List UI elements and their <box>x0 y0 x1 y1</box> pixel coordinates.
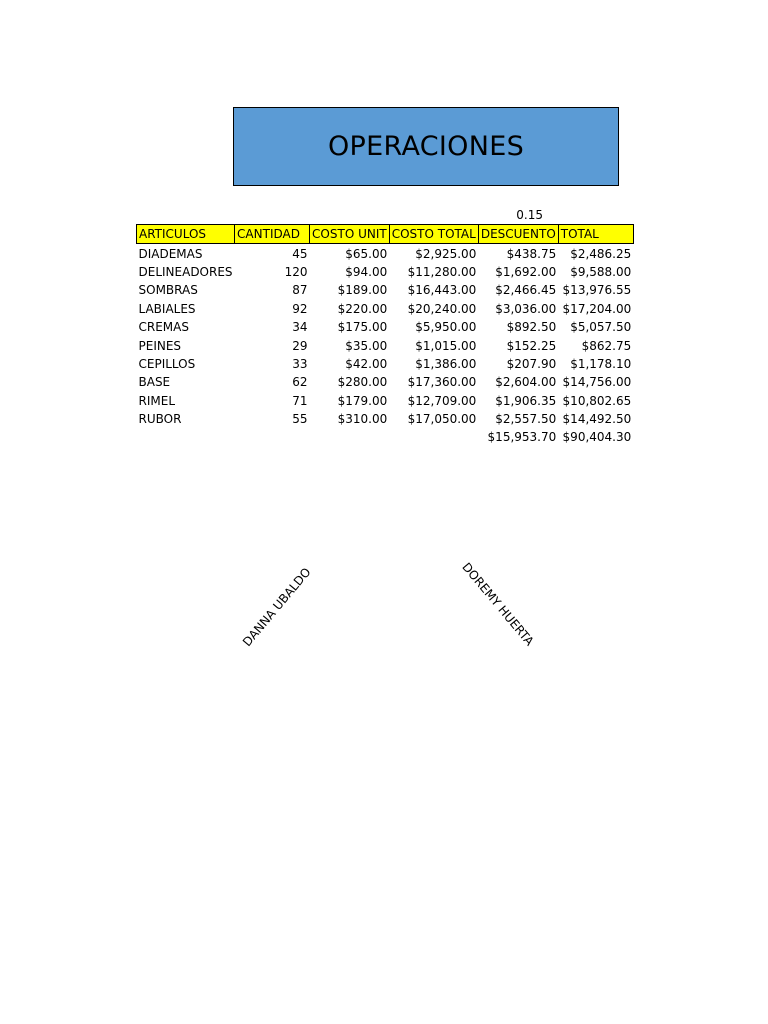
table-row <box>137 263 634 281</box>
cell-cantidad: 29 <box>292 338 308 353</box>
cell-descuento: $2,604.00 <box>495 375 557 390</box>
totals-cell-empty <box>235 428 310 446</box>
table-row <box>137 410 634 428</box>
cell-costo-total: $20,240.00 <box>407 301 477 316</box>
cell-cantidad: 34 <box>292 320 308 335</box>
cell-total: $9,588.00 <box>570 264 632 279</box>
cell-total: $17,204.00 <box>562 301 632 316</box>
table-row <box>137 336 634 354</box>
totals-row <box>137 428 634 446</box>
table-row <box>137 244 634 263</box>
header-costo-total: COSTO TOTAL <box>389 225 478 244</box>
cell-costo-total: $11,280.00 <box>407 264 477 279</box>
title-box <box>233 107 619 186</box>
cell-cantidad: 45 <box>292 246 308 261</box>
totals-cell-empty <box>310 428 390 446</box>
cell-costo-unit: $94.00 <box>345 264 388 279</box>
cell-articulo: CREMAS <box>138 320 189 335</box>
cell-costo-total: $1,015.00 <box>415 338 477 353</box>
table-row <box>137 281 634 299</box>
header-row <box>137 225 634 244</box>
cell-articulo: CEPILLOS <box>138 356 196 371</box>
cell-costo-total: $17,360.00 <box>407 375 477 390</box>
cell-descuento: $1,906.35 <box>495 393 557 408</box>
cell-descuento: $438.75 <box>506 246 557 261</box>
cell-articulo: RUBOR <box>138 412 182 427</box>
cell-costo-total: $12,709.00 <box>407 393 477 408</box>
cell-costo-total: $1,386.00 <box>415 356 477 371</box>
cell-articulo: PEINES <box>138 338 182 353</box>
total-descuento: $15,953.70 <box>487 430 557 445</box>
cell-descuento: $3,036.00 <box>495 301 557 316</box>
cell-costo-unit: $175.00 <box>337 320 388 335</box>
table-row <box>137 300 634 318</box>
header-descuento: DESCUENTO <box>478 225 558 244</box>
cell-total: $13,976.55 <box>562 283 632 298</box>
totals-cell-empty <box>137 428 235 446</box>
cell-descuento: $207.90 <box>506 356 557 371</box>
cell-descuento: $152.25 <box>506 338 557 353</box>
cell-cantidad: 87 <box>292 283 308 298</box>
cell-costo-total: $16,443.00 <box>407 283 477 298</box>
header-cantidad: CANTIDAD <box>235 225 310 244</box>
cell-descuento: $2,557.50 <box>495 412 557 427</box>
cell-costo-total: $2,925.00 <box>415 246 477 261</box>
cell-total: $14,756.00 <box>562 375 632 390</box>
cell-articulo: LABIALES <box>138 301 196 316</box>
cell-total: $10,802.65 <box>562 393 632 408</box>
table-row <box>137 318 634 336</box>
discount-rate-cell: 0.15 <box>516 208 543 222</box>
cell-articulo: BASE <box>138 375 171 390</box>
table-row <box>137 392 634 410</box>
cell-cantidad: 71 <box>292 393 308 408</box>
cell-total: $14,492.50 <box>562 412 632 427</box>
header-costo-unit: COSTO UNIT <box>310 225 390 244</box>
cell-descuento: $1,692.00 <box>495 264 557 279</box>
cell-articulo: DIADEMAS <box>138 246 203 261</box>
cell-total: $862.75 <box>581 338 632 353</box>
totals-cell-empty <box>389 428 478 446</box>
cell-costo-total: $5,950.00 <box>415 320 477 335</box>
cell-costo-unit: $65.00 <box>345 246 388 261</box>
cell-articulo: RIMEL <box>138 393 175 408</box>
cell-costo-unit: $42.00 <box>345 356 388 371</box>
cell-cantidad: 33 <box>292 356 308 371</box>
cell-articulo: SOMBRAS <box>138 283 198 298</box>
cell-costo-unit: $310.00 <box>337 412 388 427</box>
cell-cantidad: 120 <box>284 264 308 279</box>
cell-descuento: $2,466.45 <box>495 283 557 298</box>
table-row <box>137 373 634 391</box>
cell-total: $1,178.10 <box>570 356 632 371</box>
cell-costo-unit: $189.00 <box>337 283 388 298</box>
cell-costo-unit: $35.00 <box>345 338 388 353</box>
cell-costo-unit: $220.00 <box>337 301 388 316</box>
header-total: TOTAL <box>558 225 633 244</box>
grand-total: $90,404.30 <box>562 430 632 445</box>
cell-costo-unit: $179.00 <box>337 393 388 408</box>
header-articulos: ARTICULOS <box>137 225 235 244</box>
cell-descuento: $892.50 <box>506 320 557 335</box>
cell-costo-total: $17,050.00 <box>407 412 477 427</box>
cell-cantidad: 55 <box>292 412 308 427</box>
operations-table <box>136 224 634 447</box>
cell-costo-unit: $280.00 <box>337 375 388 390</box>
cell-cantidad: 62 <box>292 375 308 390</box>
signature-left: DANNA UBALDO <box>240 565 314 649</box>
cell-articulo: DELINEADORES <box>138 264 233 279</box>
cell-total: $5,057.50 <box>570 320 632 335</box>
cell-cantidad: 92 <box>292 301 308 316</box>
signature-right: DOREMY HUERTA <box>459 560 537 649</box>
page-title: OPERACIONES <box>327 131 525 162</box>
cell-total: $2,486.25 <box>570 246 632 261</box>
table-row <box>137 355 634 373</box>
